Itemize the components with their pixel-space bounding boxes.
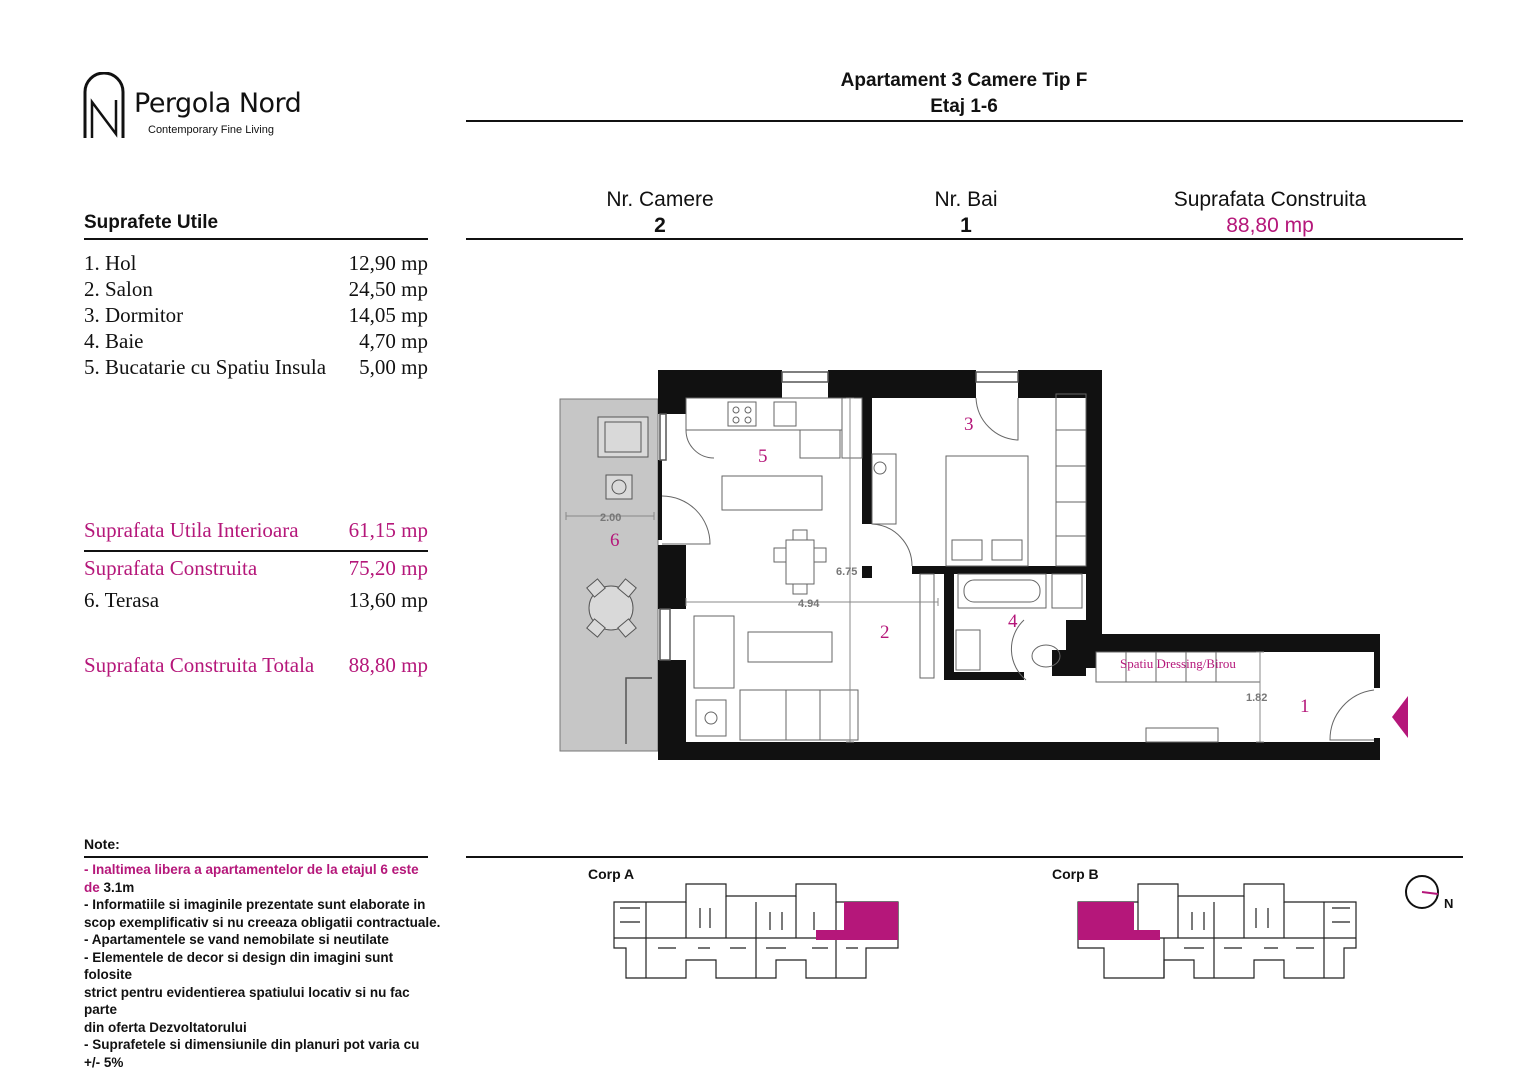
living-door [662,496,710,544]
stats-rule [466,238,1463,240]
total-area-value: 88,80 mp [348,653,428,677]
room-name: 1. Hol [84,251,137,275]
surfaces-rule [84,238,428,240]
brand-tagline: Contemporary Fine Living [148,124,274,136]
room-row-dormitor [84,303,428,328]
header-rule [466,120,1463,122]
corp-b-label: Corp B [1052,866,1099,882]
entrance-door [1330,690,1374,740]
note-line: - Suprafetele si dimensiunile din planuri pot varia cu [84,1037,420,1052]
keyplan-corp-a [606,878,906,988]
room-area: 24,50 mp [348,277,428,301]
baths-count-value: 1 [960,214,972,237]
built-area-row [84,556,428,581]
living-furniture [694,616,858,740]
note-height-prefix: de [84,879,104,895]
note-line: din oferta Dezvoltatorului [84,1019,247,1035]
note-line: +/- 5% [84,1054,124,1070]
interior-rule [84,550,428,552]
interior-area-value: 61,15 mp [348,518,428,542]
bedroom-door [872,524,912,566]
room-area: 4,70 mp [359,329,428,353]
interior-area-label: Suprafata Utila Interioara [84,518,299,542]
total-area-label: Suprafata Construita Totala [84,653,315,677]
compass-icon [1404,874,1444,914]
note-line: scop exemplificativ si nu creeaza obligatii contractuale. [84,914,441,930]
dining-table [774,530,826,594]
corp-a-label: Corp A [588,866,635,882]
room-number-1: 1 [1300,696,1310,717]
room-number-4: 4 [1008,611,1018,632]
kitchen-counter [686,398,862,458]
terrace-value: 13,60 mp [348,588,428,612]
corp-a-highlight [816,902,898,940]
room-number-3: 3 [964,414,974,435]
terrace-label: 6. Terasa [84,588,160,612]
built-area-row-label: Suprafata Construita [84,556,258,580]
room-name: 4. Baie [84,329,144,353]
interior-area-row [84,518,428,543]
room-number-2: 2 [880,622,890,643]
floor-plan [550,360,1420,770]
room-area: 5,00 mp [359,355,428,379]
dim-living-width: 4.94 [798,598,820,610]
notes-rule [84,856,428,858]
exterior-walls [658,370,1380,760]
total-area-row [84,653,428,678]
note-height-value-line [84,879,444,897]
note-line: - Apartamentele se vand nemobilate si neutilate [84,932,389,947]
pergola-logo-icon [82,72,126,140]
room-row-bucatarie [84,355,428,380]
dressing-label: Spatiu Dressing/Birou [1120,656,1236,671]
brand-name: Pergola Nord [134,88,302,119]
keyplan-corp-b [1074,878,1364,988]
room-area: 14,05 mp [348,303,428,327]
compass-north-label: N [1444,896,1454,911]
room-name: 2. Salon [84,277,153,301]
rooms-count-value: 2 [654,214,666,237]
keyplan-rule [466,856,1463,858]
built-area-value: 88,80 mp [1226,214,1314,237]
room-area: 12,90 mp [348,251,428,275]
corp-b-highlight [1078,902,1160,940]
entrance-marker-icon [1392,696,1408,738]
note-line: - Informatiile si imaginile prezentate sunt elaborate in [84,897,426,912]
note-height-value: 3.1m [103,879,135,895]
page-title: Apartament 3 Camere Tip F [840,70,1088,91]
room-name: 3. Dormitor [84,303,184,327]
kitchen-island [722,476,822,510]
interior-walls [862,394,1086,680]
bedroom-furniture [872,394,1086,566]
room-row-hol [84,251,428,276]
notes-heading: Note: [84,836,120,852]
note-line: strict pentru evidentierea spatiului locativ si nu fac parte [84,984,410,1017]
dim-terrace-width: 2.00 [600,512,622,524]
baths-count-label: Nr. Bai [934,188,998,211]
room-number-5: 5 [758,446,768,467]
room-number-6: 6 [610,530,620,551]
page-subtitle: Etaj 1-6 [930,96,998,117]
room-name: 5. Bucatarie cu Spatiu Insula [84,355,327,379]
built-area-label: Suprafata Construita [1173,188,1367,211]
note-line: - Elementele de decor si design din imagini sunt folosite [84,949,394,982]
built-area-row-value: 75,20 mp [348,556,428,580]
terrace-row [84,588,428,613]
room-row-baie [84,329,428,354]
rooms-count-label: Nr. Camere [606,188,714,211]
notes-body [84,861,444,1071]
surfaces-heading: Suprafete Utile [84,212,219,233]
terrace-unit [606,475,632,499]
dim-living-depth: 6.75 [836,566,858,578]
note-height: - Inaltimea libera a apartamentelor de la etajul 6 este [84,862,419,877]
room-row-salon [84,277,428,302]
dim-hall-depth: 1.82 [1246,692,1268,704]
